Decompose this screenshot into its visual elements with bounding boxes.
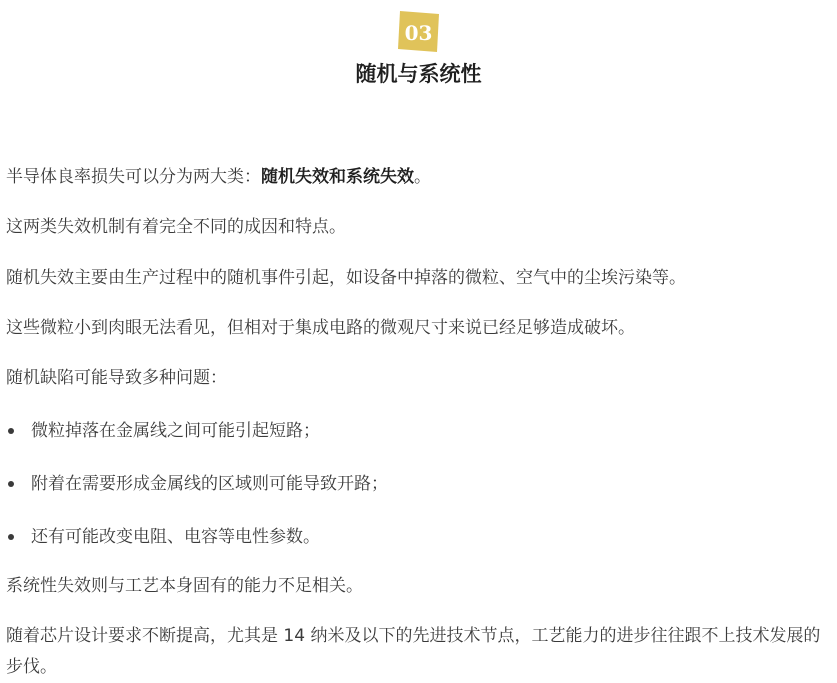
paragraph-random-failure: 随机失效主要由生产过程中的随机事件引起，如设备中掉落的微粒、空气中的尘埃污染等。 [6, 268, 686, 288]
section-title: 随机与系统性 [355, 62, 482, 86]
bullet-dot-icon [8, 534, 14, 540]
paragraph-particles: 这些微粒小到肉眼无法看见，但相对于集成电路的微观尺寸来说已经足够造成破坏。 [6, 318, 635, 338]
paragraph-text: 半导体良率损失可以分为两大类： [6, 167, 261, 187]
paragraph-advanced-nodes: 随着芯片设计要求不断提高，尤其是 14 纳米及以下的先进技术节点，工艺能力的进步往往跟不上技术发展的步伐。 [6, 626, 821, 677]
paragraph-text: 。 [414, 167, 431, 187]
section-number: 03 [404, 21, 433, 45]
bullet-dot-icon [8, 481, 14, 487]
list-item-text: 附着在需要形成金属线的区域则可能导致开路； [31, 474, 388, 494]
paragraph-yield-categories [6, 164, 431, 190]
paragraph-systematic-failure: 系统性失效则与工艺本身固有的能力不足相关。 [6, 576, 363, 596]
bullet-dot-icon [8, 428, 14, 434]
section-number-badge [398, 11, 439, 52]
paragraph-mechanisms: 这两类失效机制有着完全不同的成因和特点。 [6, 217, 346, 237]
paragraph-random-defects: 随机缺陷可能导致多种问题： [6, 368, 227, 388]
list-item-text: 微粒掉落在金属线之间可能引起短路； [31, 421, 320, 441]
bold-emphasis: 随机失效和系统失效 [261, 167, 414, 187]
list-item-text: 还有可能改变电阻、电容等电性参数。 [31, 527, 320, 547]
